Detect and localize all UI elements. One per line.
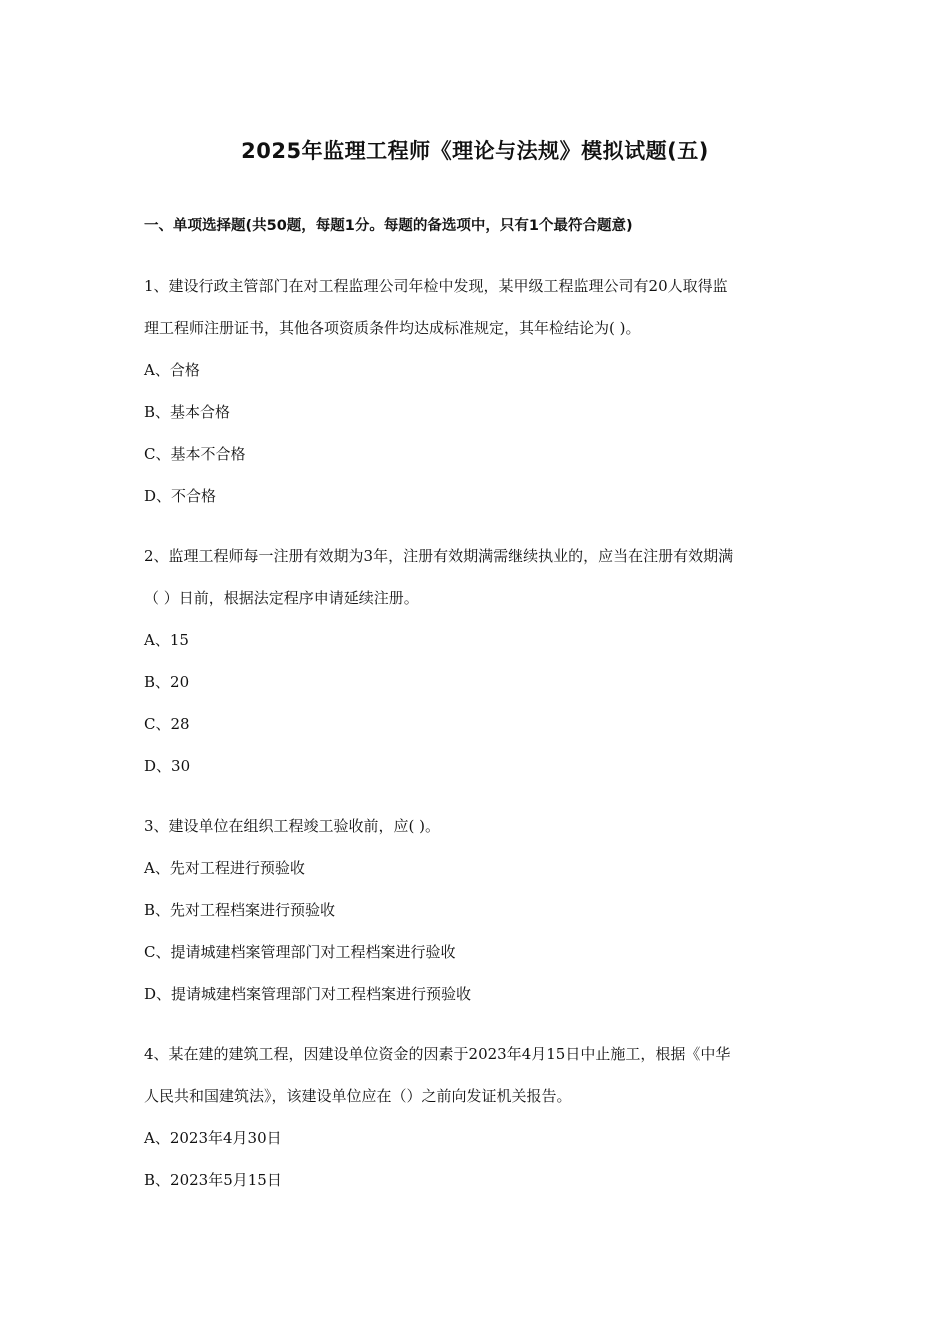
question-4-stem-line-1: 4、某在建的建筑工程，因建设单位资金的因素于2023年4月15日中止施工，根据《中华 <box>144 1045 731 1063</box>
section-heading: 一、单项选择题(共50题，每题1分。每题的备选项中，只有1个最符合题意) <box>144 218 633 234</box>
question-4-option-b: B、2023年5月15日 <box>144 1171 282 1189</box>
question-2-stem-line-1: 2、监理工程师每一注册有效期为3年，注册有效期满需继续执业的，应当在注册有效期满 <box>144 547 734 565</box>
question-2-option-c: C、28 <box>144 715 190 733</box>
question-4-option-a: A、2023年4月30日 <box>144 1129 282 1147</box>
question-2-option-b: B、20 <box>144 673 190 691</box>
question-1-option-c: C、基本不合格 <box>144 445 246 463</box>
document-title: 2025年监理工程师《理论与法规》模拟试题(五) <box>241 139 709 163</box>
question-2-stem-line-2: （ ）日前，根据法定程序申请延续注册。 <box>144 589 419 607</box>
question-1-option-b: B、基本合格 <box>144 403 231 421</box>
question-2-option-d: D、30 <box>144 757 191 775</box>
question-1-option-d: D、不合格 <box>144 487 217 505</box>
question-1-option-a: A、合格 <box>144 361 200 379</box>
question-4-stem-line-2: 人民共和国建筑法》，该建设单位应在（）之前向发证机关报告。 <box>144 1087 572 1105</box>
question-3-option-c: C、提请城建档案管理部门对工程档案进行验收 <box>144 943 456 961</box>
question-3-option-b: B、先对工程档案进行预验收 <box>144 901 336 919</box>
question-3-option-a: A、先对工程进行预验收 <box>144 859 305 877</box>
question-3-option-d: D、提请城建档案管理部门对工程档案进行预验收 <box>144 985 472 1003</box>
question-3-stem-line-1: 3、建设单位在组织工程竣工验收前，应( )。 <box>144 817 441 835</box>
question-1-stem-line-2: 理工程师注册证书，其他各项资质条件均达成标准规定，其年检结论为( )。 <box>144 319 641 337</box>
question-2-option-a: A、15 <box>144 631 189 649</box>
question-1-stem-line-1: 1、建设行政主管部门在对工程监理公司年检中发现，某甲级工程监理公司有20人取得监 <box>144 277 728 295</box>
